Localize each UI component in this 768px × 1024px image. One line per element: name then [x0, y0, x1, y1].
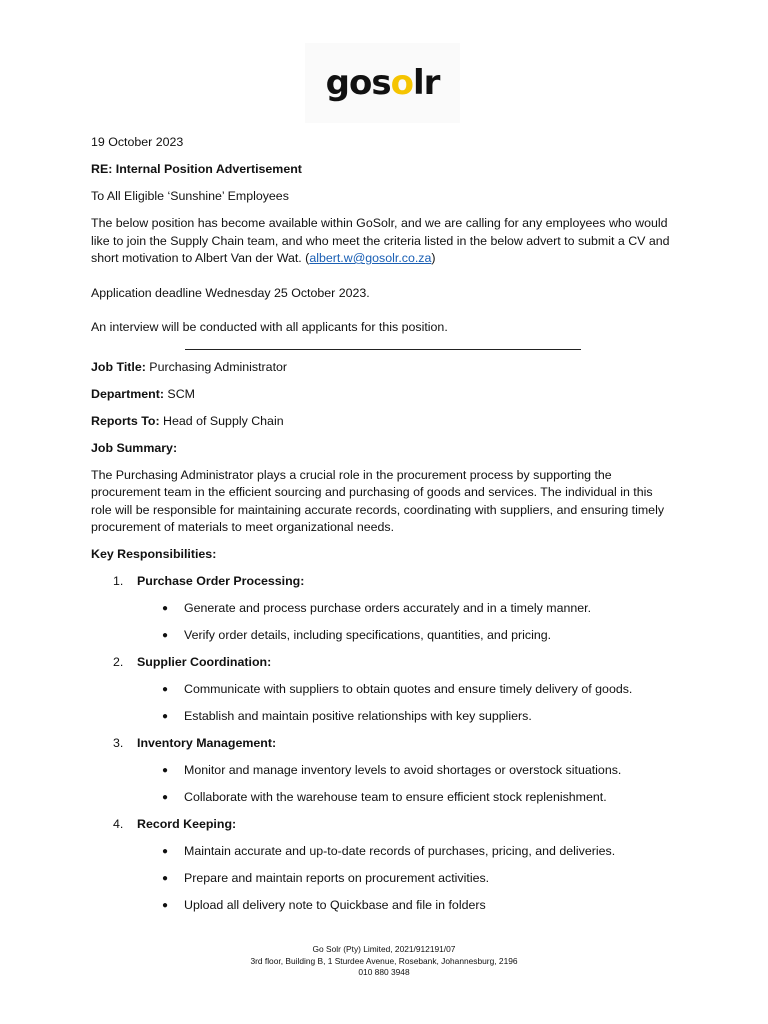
responsibility-number: 1. — [113, 574, 124, 588]
list-item — [91, 708, 671, 726]
logo-text-s: s — [371, 63, 391, 103]
intro-paragraph — [91, 215, 671, 268]
responsibility-bullets — [91, 762, 671, 807]
key-responsibilities-label: Key Responsibilities: — [91, 547, 217, 561]
reports-to-label: Reports To: — [91, 413, 160, 428]
bullet-icon: ● — [162, 603, 169, 614]
bullet-icon: ● — [162, 846, 169, 857]
responsibility-bullets — [91, 681, 671, 726]
responsibility-group — [91, 654, 671, 726]
department-value: SCM — [163, 386, 195, 401]
responsibility-title: Inventory Management: — [137, 736, 277, 750]
letter-date: 19 October 2023 — [91, 135, 184, 149]
responsibility-group — [91, 573, 671, 645]
responsibility-title: Supplier Coordination: — [137, 655, 272, 669]
list-item — [91, 627, 671, 645]
department-label: Department: — [91, 386, 164, 401]
bullet-icon: ● — [162, 684, 169, 695]
responsibility-bullets — [91, 600, 671, 645]
job-summary-label: Job Summary: — [91, 440, 178, 455]
application-deadline: Application deadline Wednesday 25 October 2023. — [91, 285, 370, 300]
key-responsibilities-heading — [91, 546, 671, 564]
responsibility-number: 3. — [113, 736, 124, 750]
bullet-icon: ● — [162, 873, 169, 884]
bullet-icon: ● — [162, 765, 169, 776]
responsibility-number: 4. — [113, 817, 124, 831]
interview-note: An interview will be conducted with all applicants for this position. — [91, 320, 448, 334]
list-item — [91, 897, 671, 915]
logo-text-go: go — [325, 63, 372, 103]
logo-text-lr: lr — [412, 63, 440, 103]
list-item-text: Generate and process purchase orders accurately and in a timely manner. — [184, 601, 592, 615]
department-row — [91, 386, 671, 404]
page-footer — [0, 944, 768, 979]
bullet-icon: ● — [162, 711, 169, 722]
salutation: To All Eligible ‘Sunshine’ Employees — [91, 189, 289, 203]
contact-email-link[interactable]: albert.w@gosolr.co.za — [309, 251, 432, 265]
logo-text-o-accent: o — [390, 63, 413, 103]
list-item-text: Establish and maintain positive relationships with key suppliers. — [184, 709, 532, 723]
responsibility-group — [91, 735, 671, 807]
job-title-row — [91, 359, 671, 377]
gosolr-logo — [325, 63, 440, 103]
responsibility-bullets — [91, 843, 671, 915]
responsibility-heading — [91, 735, 671, 753]
list-item-text: Maintain accurate and up-to-date records of purchases, pricing, and deliveries. — [184, 844, 616, 858]
bullet-icon: ● — [162, 900, 169, 911]
list-item-text: Communicate with suppliers to obtain quotes and ensure timely delivery of goods. — [184, 682, 633, 696]
responsibility-heading — [91, 573, 671, 591]
letter-body — [91, 134, 671, 924]
reports-to-row — [91, 413, 671, 431]
footer-address: 3rd floor, Building B, 1 Sturdee Avenue, Rosebank, Johannesburg, 2196 — [250, 955, 518, 966]
responsibilities-list — [91, 573, 671, 915]
divider-line — [185, 335, 581, 350]
footer-company: Go Solr (Pty) Limited, 2021/912191/07 — [312, 944, 456, 954]
list-item — [91, 870, 671, 888]
list-item-text: Verify order details, including specifications, quantities, and pricing. — [184, 628, 552, 642]
footer-phone: 010 880 3948 — [358, 967, 410, 977]
job-title-label: Job Title: — [91, 359, 146, 374]
intro-close: ) — [431, 251, 436, 265]
list-item-text: Collaborate with the warehouse team to ensure efficient stock replenishment. — [184, 790, 607, 804]
job-summary-text: The Purchasing Administrator plays a crucial role in the procurement process by supporting the procurement team in the efficient sourcing and purchasing of goods and services. The individual in this role will be responsible for maintaining accurate records, coordinating with suppliers, and ensuring timely procurement of materials to meet organizational needs. — [91, 467, 665, 534]
logo-container — [305, 43, 460, 123]
responsibility-title: Record Keeping: — [137, 817, 237, 831]
list-item-text: Prepare and maintain reports on procurement activities. — [184, 871, 490, 885]
job-summary-heading — [91, 440, 671, 458]
list-item-text: Upload all delivery note to Quickbase and file in folders — [184, 898, 486, 912]
subject-text: RE: Internal Position Advertisement — [91, 162, 302, 176]
responsibility-number: 2. — [113, 655, 124, 669]
responsibility-heading — [91, 654, 671, 672]
list-item — [91, 762, 671, 780]
list-item — [91, 681, 671, 699]
list-item-text: Monitor and manage inventory levels to avoid shortages or overstock situations. — [184, 763, 622, 777]
intro-text: The below position has become available within GoSolr, and we are calling for any employees who would like to join the Supply Chain team, and who meet the criteria listed in the below advert to submit a CV and short motivation to Albert Van der Wat. ( — [91, 216, 670, 265]
letter-subject — [91, 161, 671, 179]
reports-to-value: Head of Supply Chain — [159, 413, 284, 428]
job-title-value: Purchasing Administrator — [145, 359, 288, 374]
list-item — [91, 843, 671, 861]
responsibility-group — [91, 816, 671, 915]
bullet-icon: ● — [162, 792, 169, 803]
list-item — [91, 600, 671, 618]
responsibility-title: Purchase Order Processing: — [137, 574, 305, 588]
bullet-icon: ● — [162, 630, 169, 641]
responsibility-heading — [91, 816, 671, 834]
list-item — [91, 789, 671, 807]
